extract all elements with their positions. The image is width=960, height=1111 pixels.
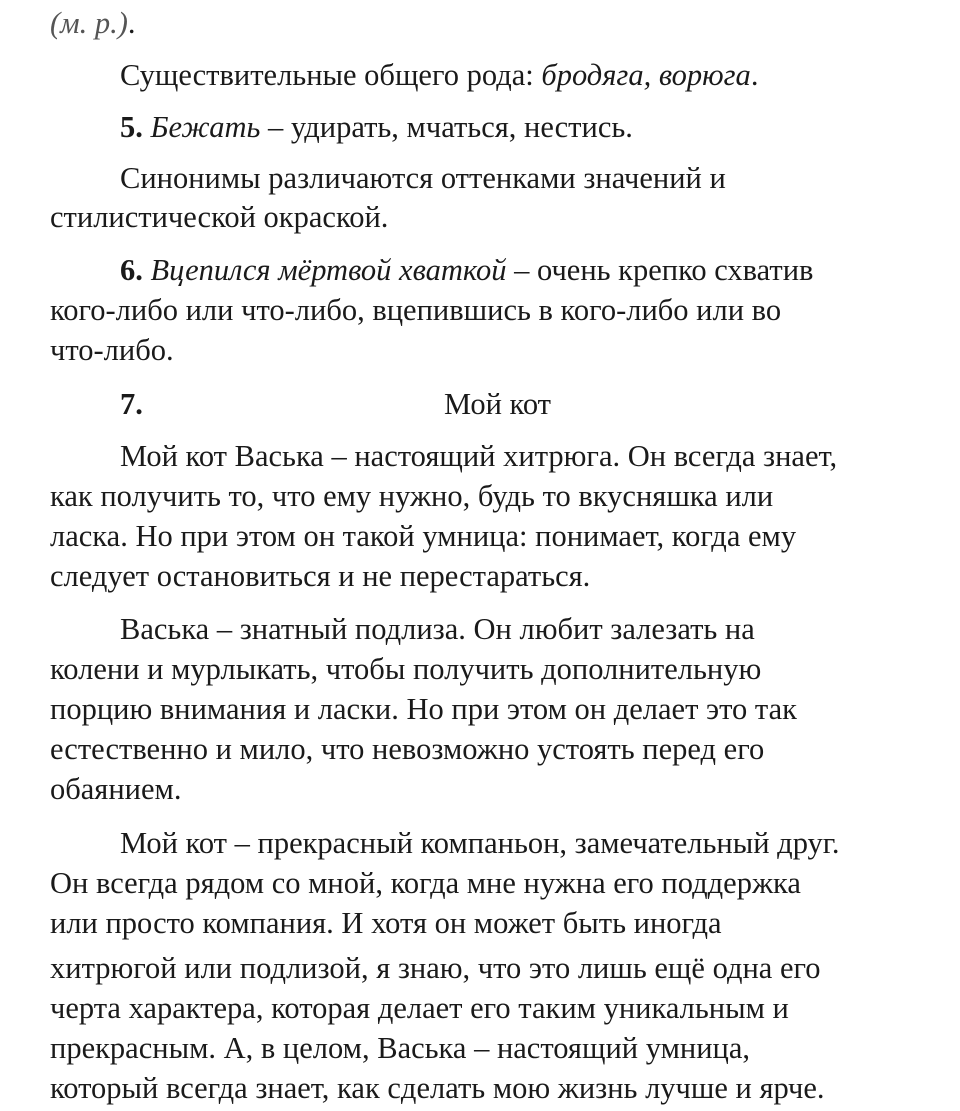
common-gender-line — [120, 60, 758, 91]
essay-p2-line-1: Васька – знатный подлиза. Он любит залезать на — [120, 612, 755, 646]
essay-p1-line-3: ласка. Но при этом он такой умница: понимает, когда ему — [50, 519, 797, 553]
essay-p2-line-3: порцию внимания и ласки. Но при этом он делает это так — [50, 692, 797, 726]
essay-p3-line-3: или просто компания. И хотя он может быть иногда — [50, 906, 722, 940]
common-gender-lead: Существительные общего рода: — [120, 58, 542, 92]
essay-p2-line-4: естественно и мило, что невозможно устоять перед его — [50, 732, 765, 766]
synonyms-note-line-2: стилистической окраской. — [50, 200, 389, 234]
item-6-phrase: Вцепился мёртвой хваткой — [150, 253, 507, 287]
essay-p2-line-2: колени и мурлыкать, чтобы получить дополнительную — [50, 652, 762, 686]
essay-p3-line-6: прекрасным. А, в целом, Васька – настоящий умница, — [50, 1031, 750, 1065]
essay-p1-line-2: как получить то, что ему нужно, будь то вкусняшка или — [50, 479, 774, 513]
item-6 — [120, 255, 813, 286]
synonyms-note-line-1: Синонимы различаются оттенками значений и — [120, 161, 726, 195]
item-6-number: 6. — [120, 253, 143, 287]
abbreviation-period: . — [127, 6, 136, 40]
abbreviation-fragment — [50, 8, 136, 39]
essay-p2-line-5: обаянием. — [50, 772, 182, 806]
essay-p3-line-4: хитрюгой или подлизой, я знаю, что это лишь ещё одна его — [50, 951, 821, 985]
essay-p3-line-2: Он всегда рядом со мной, когда мне нужна его поддержка — [50, 866, 801, 900]
item-6-definition-start: – очень крепко схватив — [506, 253, 814, 287]
essay-title: Мой кот — [444, 387, 552, 421]
essay-p1-line-1: Мой кот Васька – настоящий хитрюга. Он всегда знает, — [120, 439, 838, 473]
item-5 — [120, 112, 633, 143]
item-5-word: Бежать — [150, 110, 261, 144]
common-gender-period: . — [750, 58, 759, 92]
essay-p3-line-7: который всегда знает, как сделать мою жизнь лучше и ярче. — [50, 1071, 825, 1105]
essay-p3-line-1: Мой кот – прекрасный компаньон, замечательный друг. — [120, 826, 840, 860]
item-5-definition: – удирать, мчаться, нестись. — [260, 110, 633, 144]
abbreviation-text: (м. р.) — [50, 6, 128, 40]
essay-p3-line-5: черта характера, которая делает его таким уникальным и — [50, 991, 789, 1025]
essay-p1-line-4: следует остановиться и не перестараться. — [50, 559, 591, 593]
common-gender-examples: бродяга, ворюга — [541, 58, 751, 92]
item-7-number: 7. — [120, 387, 143, 421]
item-6-line-2: кого-либо или что-либо, вцепившись в кого-либо или во — [50, 293, 782, 327]
item-5-number: 5. — [120, 110, 143, 144]
item-6-line-3: что-либо. — [50, 333, 174, 367]
